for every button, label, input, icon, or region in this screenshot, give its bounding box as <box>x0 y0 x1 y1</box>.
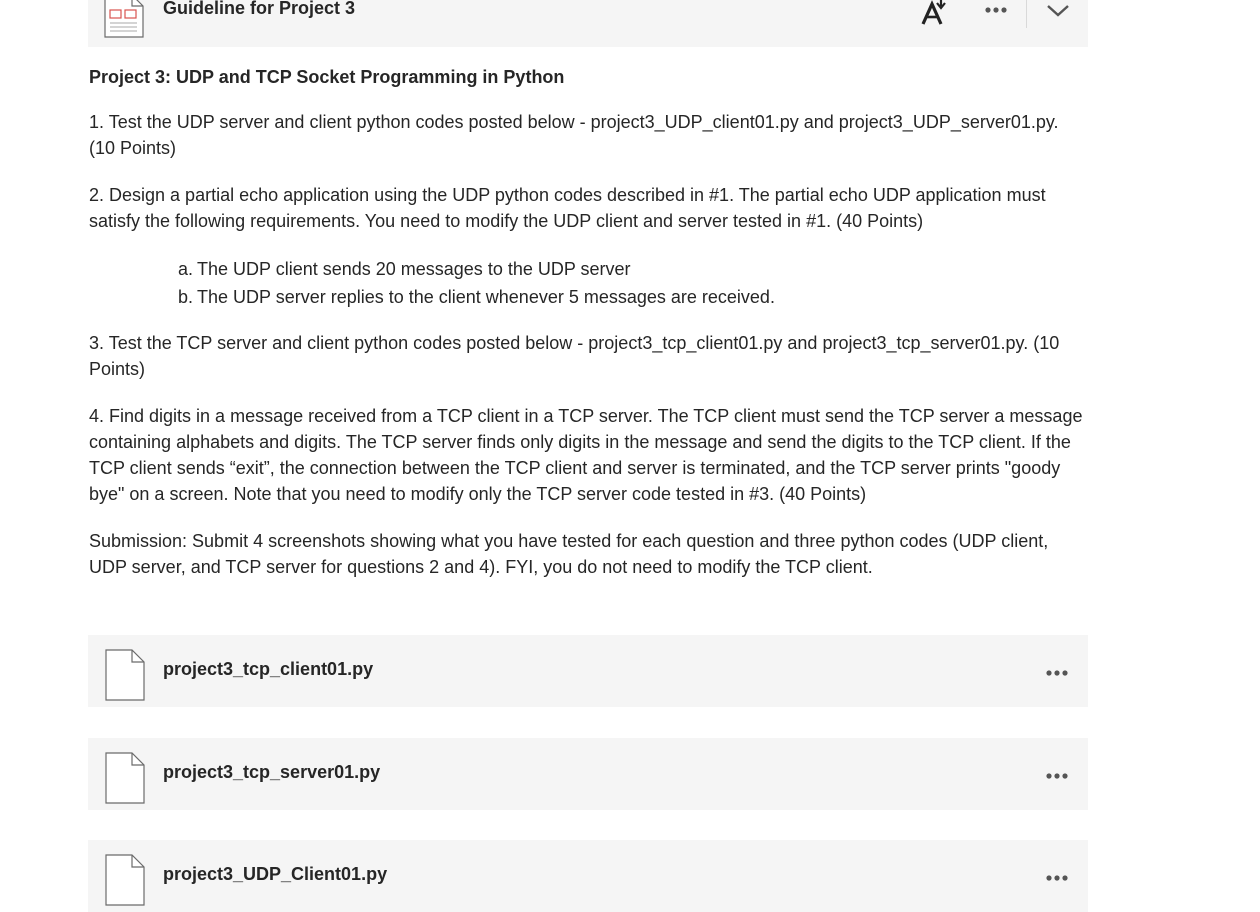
submission-text: Submission: Submit 4 screenshots showing what you have tested for each question and three python codes (UDP client, UDP server, and TCP server for questions 2 and 4). FYI, you do not need to modify the TCP client. <box>89 531 1049 577</box>
page-title: Guideline for Project 3 <box>163 0 356 18</box>
item-description <box>89 64 1089 580</box>
list-marker: a. <box>177 259 193 279</box>
list-item-text: The UDP server replies to the client whenever 5 messages are received. <box>197 287 775 307</box>
question-1: 1. Test the UDP server and client python codes posted below - project3_UDP_client01.py and project3_UDP_server01.py. (10 Points) <box>89 112 1059 158</box>
file-attachment[interactable] <box>88 840 1088 912</box>
chevron-down-icon[interactable] <box>1045 0 1071 27</box>
file-name-link[interactable]: project3_UDP_Client01.py <box>163 864 388 884</box>
file-icon <box>105 854 145 911</box>
translate-icon[interactable] <box>920 0 948 31</box>
file-icon <box>105 649 145 706</box>
list-item-text: The UDP client sends 20 messages to the UDP server <box>197 259 631 279</box>
list-item <box>173 255 1089 283</box>
header-divider <box>1026 0 1027 28</box>
list-item <box>173 283 1089 311</box>
question-2: 2. Design a partial echo application using the UDP python codes described in #1. The partial echo UDP application must satisfy the following requirements. You need to modify the UDP client and server tested in #1. (40 Points) <box>89 185 1046 231</box>
file-attachment[interactable] <box>88 738 1088 810</box>
file-icon <box>105 752 145 809</box>
item-header[interactable] <box>88 0 1088 47</box>
description-heading: Project 3: UDP and TCP Socket Programming in Python <box>89 67 565 87</box>
file-more-options-button[interactable] <box>1046 661 1068 690</box>
file-more-options-button[interactable] <box>1046 764 1068 793</box>
document-icon <box>104 0 144 43</box>
file-more-options-button[interactable] <box>1046 866 1068 895</box>
file-name-link[interactable]: project3_tcp_client01.py <box>163 659 374 679</box>
more-options-button[interactable] <box>985 0 1007 27</box>
question-2-requirements <box>89 255 1089 311</box>
file-name-link[interactable]: project3_tcp_server01.py <box>163 762 381 782</box>
list-marker: b. <box>177 287 193 307</box>
question-4: 4. Find digits in a message received from a TCP client in a TCP server. The TCP client must send the TCP server a message containing alphabets and digits. The TCP server finds only digits in the message and send the digits to the TCP client. If the TCP client sends “exit”, the connection between the TCP client and server is terminated, and the TCP server prints "goody bye" on a screen. Note that you need to modify only the TCP server code tested in #3. (40 Points) <box>89 406 1083 504</box>
question-3: 3. Test the TCP server and client python codes posted below - project3_tcp_client01.py and project3_tcp_server01.py. (10 Points) <box>89 333 1060 379</box>
file-attachment[interactable] <box>88 635 1088 707</box>
